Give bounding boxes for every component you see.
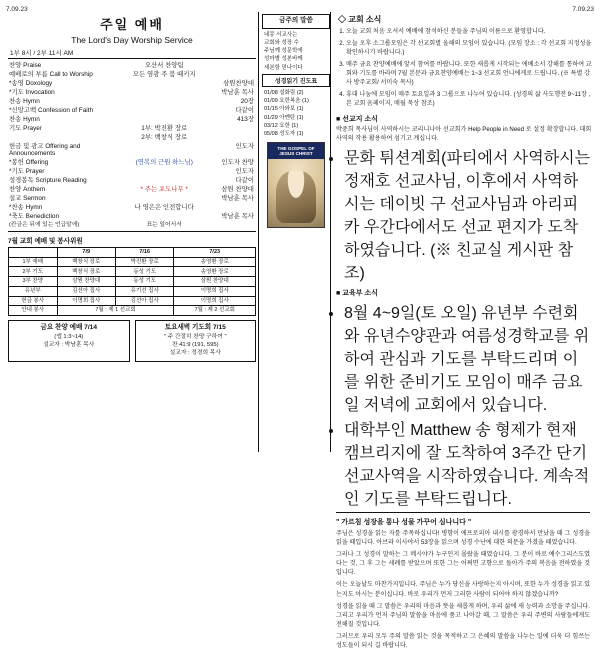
announcements-column bbox=[334, 14, 592, 653]
order-who bbox=[127, 213, 201, 222]
bullet-icon: ■ bbox=[336, 289, 343, 297]
weekly-verse-heading: 금주의 말씀 bbox=[262, 14, 330, 29]
devotional-paragraph: 주님은 성경을 읽는 자를 주목하십니다! 병함이 에프로피아 내시를 광경하서 만났을 때 그 성경을 읽을 때입니다. 아브라 이사야서 53장을 읽으며 성경 수난에 대한 의문을 가졌을 때였습니다. bbox=[336, 529, 590, 546]
list-item: 01/09 요한복음 (1) bbox=[264, 98, 309, 105]
order-ref: 다같이 bbox=[235, 106, 254, 114]
service-times: 1부 8시 / 2부 11시 AM bbox=[10, 50, 74, 57]
order-who bbox=[127, 195, 201, 204]
table-row bbox=[8, 159, 256, 168]
order-ref: 삼뭔 찬양대 bbox=[221, 186, 254, 194]
order-item: 찬양 Praise bbox=[9, 61, 42, 69]
order-ref: 인도자 bbox=[235, 168, 254, 176]
order-item: 찬송 Hymn bbox=[9, 97, 40, 105]
row-label: 1부 예배 bbox=[9, 257, 58, 267]
announcements-title-text: 교회 소식 bbox=[348, 15, 382, 24]
tract-caption: THE GOSPEL OF JESUS CHRIST bbox=[268, 143, 324, 159]
cell: 삼뭔 찬양대 bbox=[57, 277, 115, 287]
table-row bbox=[9, 306, 256, 316]
duty-table bbox=[8, 247, 256, 316]
tract-figure bbox=[276, 171, 316, 223]
order-item: 설교 Sermon bbox=[9, 195, 46, 203]
column-divider-1 bbox=[258, 12, 259, 452]
column-divider-2 bbox=[330, 12, 331, 452]
special-services bbox=[8, 320, 256, 362]
duty-table-heading: 7월 교회 예배 및 봉사위원 bbox=[8, 238, 83, 246]
order-ref bbox=[201, 204, 256, 213]
order-who bbox=[127, 177, 201, 186]
order-who bbox=[127, 88, 201, 97]
worship-order-column bbox=[8, 14, 256, 362]
mission-bullets bbox=[334, 145, 592, 283]
list-item: 1. 오늘 교회 처음 오셔서 예배에 참석하신 분들을 주님의 이름으로 환영합니다. bbox=[346, 28, 592, 37]
row-label: 유년부 bbox=[9, 286, 58, 296]
verse-line: 성마별 성본바께 bbox=[264, 56, 303, 63]
order-item: *신앙고백 Confession of Faith bbox=[9, 106, 94, 114]
order-ref bbox=[201, 133, 256, 142]
page-subtitle: The Lord's Day Worship Service bbox=[71, 35, 193, 45]
order-item: 헌금 및 광고 Offering and Announcements bbox=[9, 142, 81, 158]
devotional-paragraph: 그러므로 우리 모두 주의 말씀 읽는 것을 목적하고 그 은혜의 말씀을 나누는 일에 더욱 더 힘쓰는 성도들이 되시 길 바랍니다. bbox=[336, 633, 590, 650]
weekly-verse-lines bbox=[264, 31, 330, 72]
table-header-row bbox=[9, 248, 256, 258]
order-who: 나 영은은 인전합니다 bbox=[134, 204, 194, 212]
announcement-list bbox=[334, 28, 592, 109]
order-ref: 박남훈 목사 bbox=[221, 213, 254, 221]
table-row bbox=[8, 186, 256, 195]
table-row bbox=[8, 142, 256, 159]
order-ref: 삼뭔찬양대 bbox=[223, 79, 254, 87]
box-line: 설교자 : 정경희 목사 bbox=[169, 349, 221, 356]
order-footnote: (칸금은 뒤에 있는 언급말에) bbox=[9, 222, 80, 229]
order-ref: 인도자 찬양 bbox=[221, 159, 254, 167]
order-item bbox=[8, 133, 127, 142]
table-row bbox=[8, 213, 256, 222]
dateline-left: 7.09.23 bbox=[6, 6, 28, 13]
box-line: 설교자 : 박남훈 목사 bbox=[43, 342, 95, 349]
cell: 송영환 장로 bbox=[174, 257, 256, 267]
scripture-column bbox=[262, 14, 330, 228]
verse-line: 네몽 서교사는 bbox=[264, 31, 298, 38]
table-row bbox=[9, 257, 256, 267]
gospel-tract-image bbox=[267, 142, 325, 228]
divider bbox=[8, 58, 256, 59]
cell: 김선아 집사 bbox=[57, 286, 115, 296]
mission-news-title: 선교지 소식 bbox=[342, 116, 378, 124]
reading-plan-list bbox=[264, 89, 330, 139]
row-label: 3부 찬양 bbox=[9, 277, 58, 287]
cell: 이명희 집사 bbox=[174, 296, 256, 306]
cell: 백창식 장로 bbox=[57, 257, 115, 267]
devotional-paragraph: 그러나 그 성경이 말하는 그 메시야가 누구인지 몰랐을 때였습니다. 그 분이 바로 예수그리스도였다는 것, 그 후 그는 세례를 받았으며 또한 그는 어쩌면 고향으로 돌아가 주의 복음을 전하였을 것입니다. bbox=[336, 551, 590, 577]
friday-service-box bbox=[8, 320, 130, 362]
order-ref bbox=[201, 70, 256, 79]
box-line: 찬 41:9 (191, 595) bbox=[171, 342, 219, 349]
cell: 송영환 장로 bbox=[174, 267, 256, 277]
col-header: 7/9 bbox=[57, 248, 115, 258]
page-title: 주일 예배 bbox=[100, 17, 164, 32]
list-item: 01/29 아멘탄 (1) bbox=[264, 114, 304, 121]
col-header bbox=[9, 248, 58, 258]
list-item: 2. 오늘 오후 소그룹모임은 각 선교회별 올해의 모임이 있습니다. (모임 장소 : 각 선교회 지정성을 확인하시기 바랍니다.) bbox=[346, 40, 592, 58]
order-ref bbox=[201, 124, 256, 133]
verse-line: 세본함 믿나이다 bbox=[264, 64, 303, 71]
col-header: 7/16 bbox=[115, 248, 173, 258]
list-item: 3. 매주 금요 찬양예배에 앞서 참여를 바랍니다. 또한 새롭게 시작되는 에베소서 강해를 통하여 교회와 기도를 바라며 7월 본문과 금요찬양예배는 1~3 선교회 언니에게로 드립니다. (※ 특별 강사 방주교회/ 서미숙 목사) bbox=[346, 61, 592, 87]
table-row bbox=[9, 286, 256, 296]
cell: 이명희 집사 bbox=[174, 286, 256, 296]
order-who: 2부: 백창식 장로 bbox=[141, 133, 188, 141]
list-item: 4. 휴대 나눔에 모임이 매주 토요일과 3 그룹으로 나누어 있습니다. (성경의 삶 사도행전 9~11장 , 본 교회 옴페이지, 매월 묵상 참조) bbox=[346, 91, 592, 109]
divider bbox=[336, 512, 590, 513]
order-item: 기도 Prayer bbox=[9, 124, 42, 132]
order-who: 오산서 찬양팀 bbox=[144, 61, 184, 69]
saturday-service-box bbox=[135, 320, 257, 362]
order-ref: 20장 bbox=[240, 97, 254, 105]
list-item: 03/12 요한 (1) bbox=[264, 122, 299, 129]
table-row bbox=[8, 177, 256, 186]
dateline-right: 7.09.23 bbox=[572, 6, 594, 13]
order-item: *기도 Prayer bbox=[9, 168, 45, 176]
education-news-title: 교육부 소식 bbox=[342, 289, 378, 297]
cell: 박진환 장로 bbox=[115, 257, 173, 267]
order-ref: 인도자 bbox=[235, 142, 254, 150]
reading-plan-heading: 성경읽기 진도표 bbox=[262, 74, 330, 87]
bullet-icon: ■ bbox=[336, 116, 343, 124]
box-line: (엡 1:3~14) bbox=[54, 334, 84, 341]
order-item: 예배로의 부름 Call to Worship bbox=[9, 70, 93, 78]
cell: 삼뭔 찬양대 bbox=[174, 277, 256, 287]
divider bbox=[8, 231, 256, 232]
order-item: *기도 Invocation bbox=[9, 88, 55, 96]
cell: 동성 기도 bbox=[115, 267, 173, 277]
cell: 7월 : 제 1 선교회 bbox=[57, 306, 174, 316]
order-who: 모든 염광 주 붐 때키지 bbox=[132, 70, 196, 78]
order-ref: 박남훈 목사 bbox=[221, 88, 254, 96]
box-title: 토요새벽 기도회 7/15 bbox=[164, 323, 226, 331]
order-ref: 박남훈 목사 bbox=[221, 195, 254, 203]
table-row bbox=[9, 267, 256, 277]
order-who: * 주는 포도나무 * bbox=[140, 186, 188, 194]
table-row bbox=[8, 133, 256, 142]
box-title: 금요 찬양 예배 7/14 bbox=[40, 323, 98, 331]
table-row bbox=[8, 195, 256, 204]
order-ref: 다같이 bbox=[235, 177, 254, 185]
devotional-paragraph: 이는 오늘날도 마찬가지입니다. 주님은 누가 당신을 사랑하는지 아시며, 또한 누가 성경을 읽고 있는지도 아시는 분이십니다. 바로 우리가 먼저 그러한 사람이 되어야 하지 않겠습니까? bbox=[336, 581, 590, 598]
order-ref: 413장 bbox=[237, 115, 254, 123]
order-who: (연복의 근원 하느님) bbox=[135, 159, 193, 167]
table-row bbox=[8, 222, 256, 230]
order-item: 찬송 Hymn bbox=[9, 115, 40, 123]
order-item: *찬송 Hymn bbox=[9, 204, 43, 212]
list-item: • 대학부인 Matthew 송 형제가 현재 캠브리지에 잘 도착하여 3주간 단기 선교사역을 시작하였습니다. 계속적인 기도를 부탁드립니다. bbox=[344, 417, 592, 509]
education-news-heading bbox=[336, 288, 592, 298]
row-label: 안내 봉사 bbox=[9, 306, 58, 316]
order-who bbox=[127, 97, 201, 106]
order-who: 1부: 박진환 장로 bbox=[141, 124, 188, 132]
table-row bbox=[9, 296, 256, 306]
table-row bbox=[8, 124, 256, 133]
cell: 유기선 집사 bbox=[115, 286, 173, 296]
list-item: • 8월 4~9일(토 오일) 유년부 수련회와 유년수양관과 여름성경학교를 위하여 관심과 기도를 부탁드리며 이를 위한 준비기도 모임이 매주 금요일 저녁에 교회에서 있습니다. bbox=[344, 300, 592, 415]
table-row bbox=[8, 70, 256, 79]
verse-line: 교회와 성장 수 bbox=[264, 39, 299, 46]
table-row bbox=[8, 97, 256, 106]
table-row bbox=[8, 79, 256, 88]
duty-table-wrap bbox=[8, 247, 256, 316]
cell: 7월 : 제 2 선교회 bbox=[174, 306, 256, 316]
table-row bbox=[8, 106, 256, 115]
col-header: 7/23 bbox=[174, 248, 256, 258]
cell: 동성 기도 bbox=[115, 277, 173, 287]
order-item: *축도 Benediction bbox=[9, 213, 60, 221]
cell: 이명희 집사 bbox=[57, 296, 115, 306]
cell: 김선아 집사 bbox=[115, 296, 173, 306]
announcements-title bbox=[338, 14, 592, 25]
table-row bbox=[9, 277, 256, 287]
order-item: *송영 Doxology bbox=[9, 79, 53, 87]
table-row bbox=[8, 168, 256, 177]
list-item: • 문화 튀션계회(파티에서 사역하시는 정재호 선교사님, 이후에서 사역하시는 데이빗 구 선교사님과 아리피카 우간다에서도 선교 편지가 도착하였습니다. (※ 친교실 게시판 참조) bbox=[344, 145, 592, 283]
table-row bbox=[8, 88, 256, 97]
order-who bbox=[127, 142, 201, 159]
mission-news-heading bbox=[336, 114, 592, 124]
row-label: 2부 기도 bbox=[9, 267, 58, 277]
verse-line: 주님께 성문학에 bbox=[264, 48, 303, 55]
table-row bbox=[8, 61, 256, 70]
box-line: " 주 간절히 찬양 구하여 " bbox=[163, 334, 227, 341]
order-ref bbox=[201, 61, 256, 70]
order-note: 표는 일어서서 bbox=[146, 222, 182, 229]
list-item: 01/08 설화림 (2) bbox=[264, 89, 304, 96]
order-item: *봉헌 Offering bbox=[9, 159, 49, 167]
order-item: 찬양 Anthem bbox=[9, 186, 46, 194]
devotional-paragraph: 성경을 읽을 때 그 말씀은 우리의 마음과 뜻을 새롭게 하며, 우리 삶에 새 능력과 소망을 주십니다. 그리고 우리가 먼저 주님의 말씀을 마음에 품고 나아갈 때, 그 말씀은 우리 주변의 사람들에게도 전해질 것입니다. bbox=[336, 602, 590, 629]
diamond-icon: ◇ bbox=[338, 15, 349, 24]
order-item: 성경봉독 Scripture Reading bbox=[9, 177, 87, 185]
order-who bbox=[127, 79, 201, 88]
cell: 백창식 장로 bbox=[57, 267, 115, 277]
order-who bbox=[127, 106, 201, 115]
devotional-headline: " 가르침 성장을 통나 성물 가꾸어 심나니다 " bbox=[336, 518, 472, 526]
list-item: 05/08 성도자 (1) bbox=[264, 131, 304, 138]
order-who bbox=[127, 115, 201, 124]
row-label: 헌금 봉사 bbox=[9, 296, 58, 306]
table-row bbox=[8, 115, 256, 124]
education-bullets bbox=[334, 300, 592, 509]
order-who bbox=[127, 168, 201, 177]
table-row bbox=[8, 204, 256, 213]
worship-order-table bbox=[8, 61, 256, 230]
list-item: 01/15 아와보 (1) bbox=[264, 106, 304, 113]
mission-news-body: 박중희 목사님이 사역하시는 코리니나아 선교회가 Help People in Need 로 설정 확장합니다. 대회 사역의 작용 활용하여 섬기고 계십니다. bbox=[336, 126, 592, 142]
